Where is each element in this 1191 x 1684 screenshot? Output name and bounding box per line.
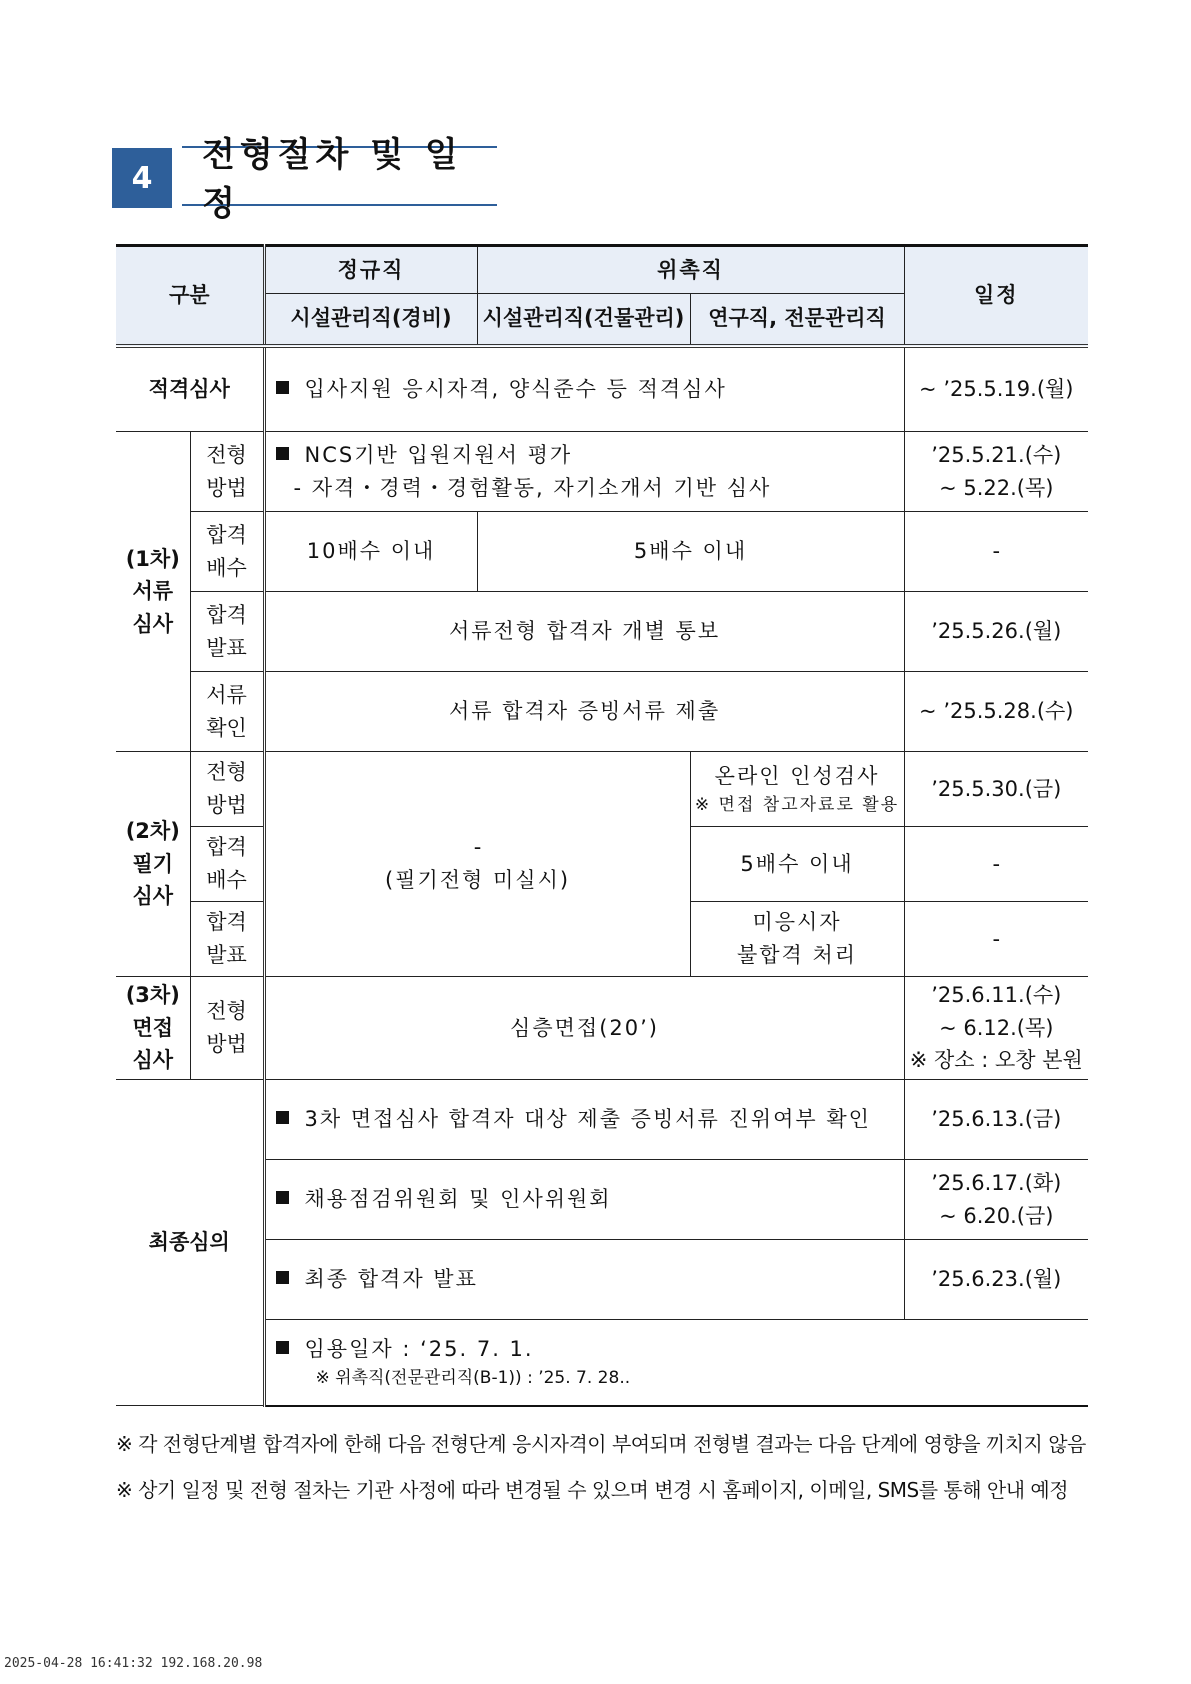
eligibility-date: ~ ’25.5.19.(월) bbox=[904, 346, 1088, 432]
written-method-content: 온라인 인성검사 ※ 면접 참고자료로 활용 bbox=[690, 752, 904, 827]
final-row1-date: ’25.6.13.(금) bbox=[904, 1080, 1088, 1160]
written-multiple-content: 5배수 이내 bbox=[690, 827, 904, 902]
header-col-research: 연구직, 전문관리직 bbox=[690, 294, 904, 346]
header-col-security: 시설관리직(경비) bbox=[264, 294, 477, 346]
written-not-held: - (필기전형 미실시) bbox=[264, 752, 690, 977]
header-col-building: 시설관리직(건물관리) bbox=[477, 294, 690, 346]
written-announce-date: - bbox=[904, 902, 1088, 977]
final-row1-content: 3차 면접심사 합격자 대상 제출 증빙서류 진위여부 확인 bbox=[264, 1080, 904, 1160]
bullet-icon bbox=[276, 1191, 289, 1204]
doc-verify-label: 서류 확인 bbox=[190, 672, 264, 752]
doc-multiple-date: - bbox=[904, 512, 1088, 592]
doc-announce-content: 서류전형 합격자 개별 통보 bbox=[264, 592, 904, 672]
eligibility-content: 입사지원 응시자격, 양식준수 등 적격심사 bbox=[264, 346, 904, 432]
final-row3-content: 최종 합격자 발표 bbox=[264, 1240, 904, 1320]
written-method-date: ’25.5.30.(금) bbox=[904, 752, 1088, 827]
doc-verify-date: ~ ’25.5.28.(수) bbox=[904, 672, 1088, 752]
final-row2-date: ’25.6.17.(화) ~ 6.20.(금) bbox=[904, 1160, 1088, 1240]
header-schedule: 일정 bbox=[904, 246, 1088, 346]
schedule-table bbox=[116, 244, 1088, 1407]
bullet-icon bbox=[276, 381, 289, 394]
header-category: 구분 bbox=[116, 246, 264, 346]
bullet-icon bbox=[276, 1271, 289, 1284]
doc-method-date: ’25.5.21.(수) ~ 5.22.(목) bbox=[904, 432, 1088, 512]
written-method-label: 전형 방법 bbox=[190, 752, 264, 827]
doc-review-label: (1차) 서류 심사 bbox=[116, 432, 190, 752]
final-row3-date: ’25.6.23.(월) bbox=[904, 1240, 1088, 1320]
final-row2-content: 채용점검위원회 및 인사위원회 bbox=[264, 1160, 904, 1240]
written-multiple-label: 합격 배수 bbox=[190, 827, 264, 902]
bullet-icon bbox=[276, 447, 289, 460]
doc-multiple-label: 합격 배수 bbox=[190, 512, 264, 592]
bullet-icon bbox=[276, 1111, 289, 1124]
doc-multiple-regular: 10배수 이내 bbox=[264, 512, 477, 592]
interview-content: 심층면접(20’) bbox=[264, 977, 904, 1080]
note-1: ※ 각 전형단계별 합격자에 한해 다음 전형단계 응시자격이 부여되며 전형별 결과는 다음 단계에 영향을 끼치지 않음 bbox=[116, 1432, 1086, 1456]
interview-date: ’25.6.11.(수) ~ 6.12.(목) ※ 장소 : 오창 본원 bbox=[904, 977, 1088, 1080]
header-commissioned: 위촉직 bbox=[477, 246, 904, 294]
written-multiple-date: - bbox=[904, 827, 1088, 902]
written-announce-content: 미응시자 불합격 처리 bbox=[690, 902, 904, 977]
section-number: 4 bbox=[112, 148, 172, 208]
final-row4-content: 임용일자 : ‘25. 7. 1. ※ 위촉직(전문관리직(B-1)) : ’25. 7. 28.. bbox=[264, 1320, 1088, 1406]
written-test-label: (2차) 필기 심사 bbox=[116, 752, 190, 977]
interview-label: (3차) 면접 심사 bbox=[116, 977, 190, 1080]
interview-method-label: 전형 방법 bbox=[190, 977, 264, 1080]
doc-announce-date: ’25.5.26.(월) bbox=[904, 592, 1088, 672]
doc-verify-content: 서류 합격자 증빙서류 제출 bbox=[264, 672, 904, 752]
section-title: 전형절차 및 일정 bbox=[182, 146, 497, 206]
header-regular: 정규직 bbox=[264, 246, 477, 294]
doc-method-content: NCS기반 입원지원서 평가 - 자격・경력・경험활동, 자기소개서 기반 심사 bbox=[264, 432, 904, 512]
print-footer: 2025-04-28 16:41:32 192.168.20.98 bbox=[4, 1656, 263, 1671]
bullet-icon bbox=[276, 1341, 289, 1354]
final-review-label: 최종심의 bbox=[116, 1080, 264, 1406]
doc-announce-label: 합격 발표 bbox=[190, 592, 264, 672]
written-announce-label: 합격 발표 bbox=[190, 902, 264, 977]
doc-method-label: 전형 방법 bbox=[190, 432, 264, 512]
eligibility-label: 적격심사 bbox=[116, 346, 264, 432]
note-2: ※ 상기 일정 및 전형 절차는 기관 사정에 따라 변경될 수 있으며 변경 시 홈페이지, 이메일, SMS를 통해 안내 예정 bbox=[116, 1478, 1069, 1502]
doc-multiple-commissioned: 5배수 이내 bbox=[477, 512, 904, 592]
